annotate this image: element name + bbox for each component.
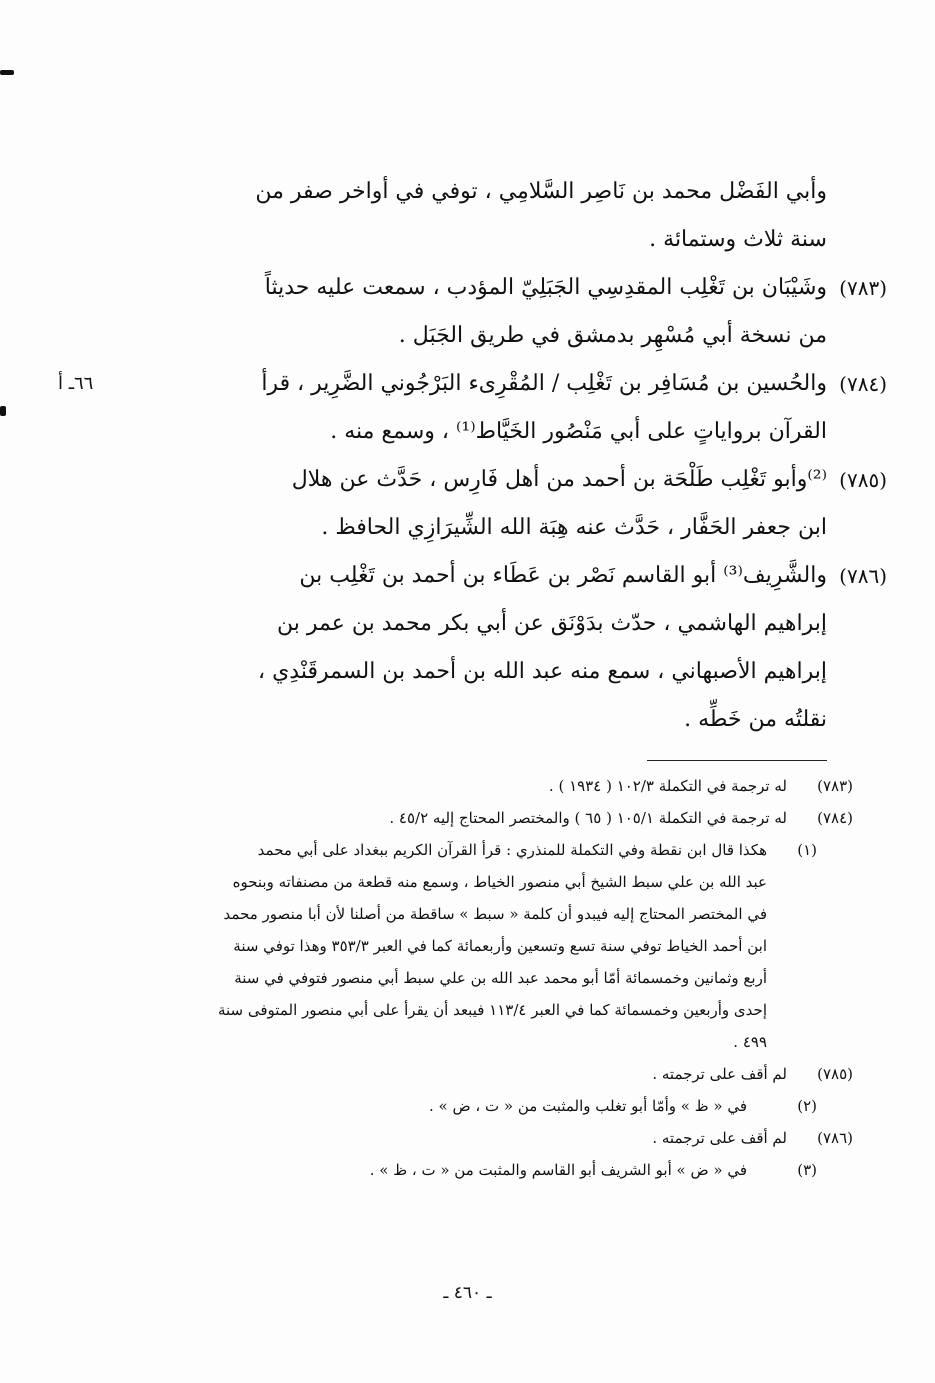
footnote-separator: [647, 760, 827, 761]
line-text: والشَّرِيف⁽³⁾ أبو القاسم نَصْر بن عَطَاء بن أحمد بن تَغْلِب بن: [299, 563, 827, 588]
line-text: إبراهيم الهاشمي ، حدّث بدَوْنَق عن أبي بكر محمد بن عمر بن: [277, 611, 827, 636]
line-text: سنة ثلاث وستمائة .: [649, 227, 827, 252]
line-text: ابن جعفر الحَفَّار ، حَدَّث عنه هِبَة الله الشِّيرَازِي الحافظ .: [321, 515, 827, 540]
entry-number: (٧٨٤): [839, 372, 887, 396]
footnote-number: (٣): [797, 1161, 817, 1179]
footnote-text: في المختصر المحتاج إليه فيبدو أن كلمة « سبط » ساقطة من أصلنا لأن أبا منصور محمد: [223, 905, 767, 923]
footnotes: [124, 770, 853, 1186]
footnote-text: هكذا قال ابن نقطة وفي التكملة للمنذري : قرأ القرآن الكريم ببغداد على أبي محمد: [257, 841, 767, 859]
page-number: ـ ٤٦٠ ـ: [443, 1283, 492, 1303]
footnote-text: ابن أحمد الخياط توفي سنة تسع وتسعين وأربعمائة كما في العبر ٣٥٣/٣ وهذا توفي سنة: [233, 937, 767, 955]
text-line: [124, 168, 827, 216]
note-line: [124, 770, 853, 802]
note-line: [124, 1058, 853, 1090]
footnote-line: [124, 962, 767, 994]
text-line: [124, 600, 827, 648]
footnote-line: [124, 898, 767, 930]
note-line: [124, 1122, 853, 1154]
text-line: [58, 360, 887, 408]
footnote-text: أربع وثمانين وخمسمائة أمّا أبو محمد عبد الله بن علي سبط أبي منصور فتوفي في سنة: [234, 969, 767, 987]
scan-edge-mark: [0, 70, 14, 75]
footnote-line: [124, 866, 767, 898]
footnote-line: [124, 994, 767, 1026]
text-line: [124, 552, 887, 600]
note-text: لم أقف على ترجمته .: [652, 1129, 787, 1147]
line-text: ⁽²⁾وأبو تَغْلِب طَلْحَة بن أحمد من أهل فَارِس ، حَدَّث عن هلال: [291, 467, 827, 492]
line-text: القرآن برواياتٍ على أبي مَنْصُور الخَيَّاط⁽¹⁾ ، وسمع منه .: [330, 419, 827, 444]
footnote-line: [124, 1026, 767, 1058]
note-number: (٧٨٣): [817, 777, 853, 795]
note-number: (٧٨٤): [817, 809, 853, 827]
footnote-text: إحدى وأربعين وخمسمائة كما في العبر ١١٣/٤ فيبعد أن يقرأ على أبي منصور المتوفى سنة: [217, 1001, 767, 1019]
note-number: (٧٨٦): [817, 1129, 853, 1147]
manuscript-folio-mark: ٦٦ـ أ: [58, 373, 94, 394]
text-line: [124, 216, 827, 264]
entry-number: (٧٨٦): [839, 564, 887, 588]
footnote-text: عبد الله بن علي سبط الشيخ أبي منصور الخياط ، وسمع منه قطعة من مصنفاته وبنحوه: [232, 873, 767, 891]
footnote-text: في « ض » أبو الشريف أبو القاسم والمثبت من « ت ، ظ » .: [369, 1161, 747, 1179]
main-text: [58, 168, 887, 744]
line-text: والحُسين بن مُسَافِر بن تَغْلِب / المُقْرِىء البَرْجُوني الضَّرِير ، قرأ: [261, 371, 827, 396]
footnote-number: (١): [797, 841, 817, 859]
footnote-line: [124, 930, 767, 962]
footnote-text: في « ظ » وأمّا أبو تغلب والمثبت من « ت ، ض » .: [429, 1097, 747, 1115]
line-text: نقلتُه من خَطِّه .: [684, 707, 827, 732]
footnote-line: [124, 1154, 827, 1186]
entry-number: (٧٨٣): [839, 276, 887, 300]
text-line: [124, 456, 887, 504]
entry-number: (٧٨٥): [839, 468, 887, 492]
note-line: [124, 802, 853, 834]
text-line: [124, 648, 827, 696]
note-text: له ترجمة في التكملة ١٠٥/١ ( ٦٥ ) والمختصر المحتاج إليه ٤٥/٢ .: [389, 809, 787, 827]
text-line: [124, 696, 827, 744]
text-line: [124, 312, 827, 360]
note-text: له ترجمة في التكملة ١٠٢/٣ ( ١٩٣٤ ) .: [548, 777, 787, 795]
line-text: وشَيْبَان بن تَغْلِب المقدِسِي الجَبَلِيّ المؤدب ، سمعت عليه حديثاً: [264, 275, 827, 300]
line-text: إبراهيم الأصبهاني ، سمع منه عبد الله بن أحمد بن السمرقَنْدِي ،: [257, 659, 827, 684]
footnote-number: (٢): [797, 1097, 817, 1115]
note-text: لم أقف على ترجمته .: [652, 1065, 787, 1083]
text-line: [124, 408, 827, 456]
text-line: [124, 504, 827, 552]
line-text: وأبي الفَضْل محمد بن نَاصِر السَّلامِي ، توفي في أواخر صفر من: [255, 179, 827, 204]
footnote-text: ٤٩٩ .: [733, 1033, 767, 1051]
text-line: [124, 264, 887, 312]
note-number: (٧٨٥): [817, 1065, 853, 1083]
footnote-line: [124, 1090, 827, 1122]
footnote-line: [124, 834, 817, 866]
line-text: من نسخة أبي مُسْهِر بدمشق في طريق الجَبَل .: [398, 323, 827, 348]
scan-edge-mark: [0, 406, 6, 416]
